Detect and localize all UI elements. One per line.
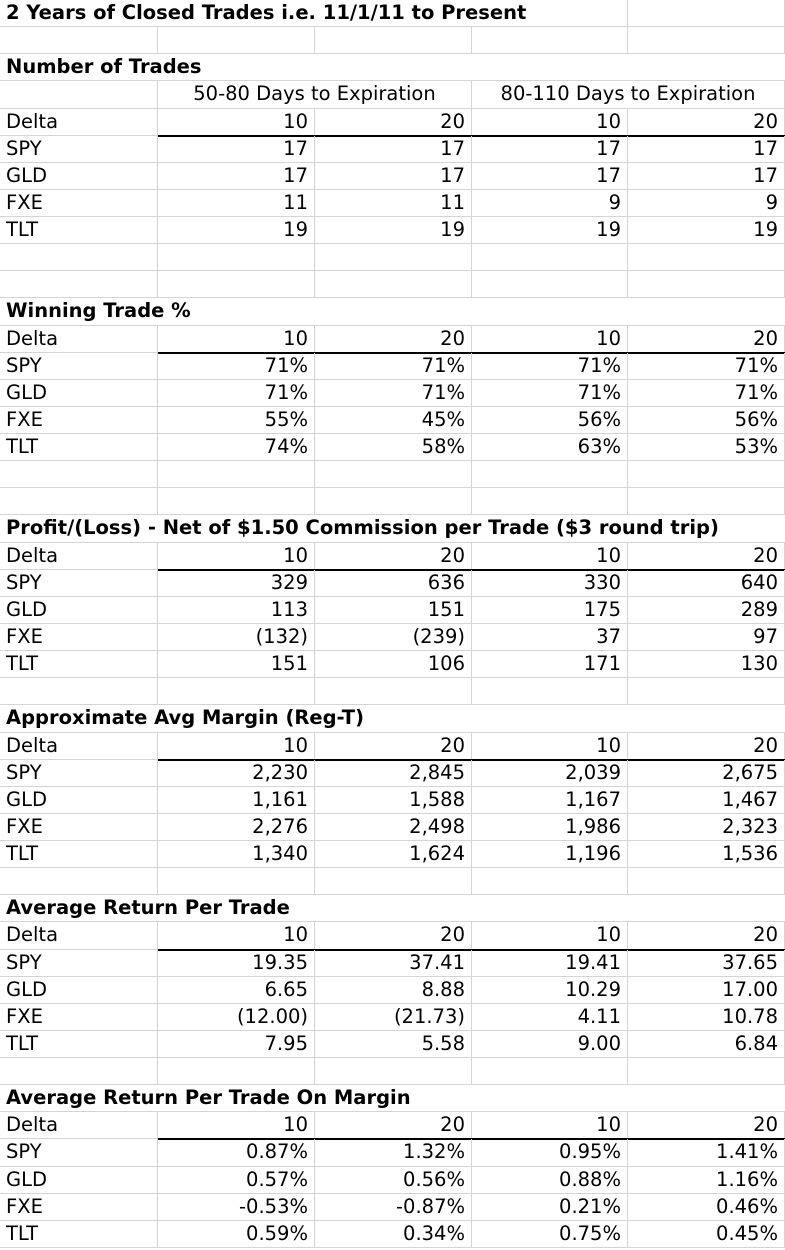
empty-cell[interactable]: [628, 868, 785, 895]
data-cell[interactable]: 1,467: [628, 787, 785, 814]
data-cell[interactable]: 0.46%: [628, 1194, 785, 1221]
data-cell[interactable]: 58%: [315, 434, 472, 461]
sheet-title[interactable]: 2 Years of Closed Trades i.e. 11/1/11 to Present: [0, 0, 628, 27]
data-cell[interactable]: 37.41: [315, 950, 472, 977]
data-cell[interactable]: 130: [628, 651, 785, 678]
ticker-label[interactable]: SPY: [0, 1139, 158, 1167]
ticker-label[interactable]: FXE: [0, 190, 158, 217]
ticker-label[interactable]: SPY: [0, 136, 158, 163]
data-cell[interactable]: 0.87%: [158, 1139, 315, 1167]
data-cell[interactable]: 71%: [628, 353, 785, 380]
data-cell[interactable]: 113: [158, 597, 315, 624]
ticker-label[interactable]: SPY: [0, 353, 158, 380]
data-cell[interactable]: (239): [315, 624, 472, 651]
data-cell[interactable]: 19: [628, 217, 785, 244]
data-cell[interactable]: 10.29: [472, 977, 628, 1004]
empty-cell[interactable]: [472, 868, 628, 895]
data-cell[interactable]: 1,536: [628, 841, 785, 868]
empty-cell[interactable]: [628, 0, 785, 27]
delta-value[interactable]: 20: [315, 922, 472, 950]
data-cell[interactable]: 106: [315, 651, 472, 678]
empty-cell[interactable]: [628, 27, 785, 54]
data-cell[interactable]: 17: [158, 163, 315, 190]
data-cell[interactable]: 0.88%: [472, 1167, 628, 1194]
empty-cell[interactable]: [628, 488, 785, 515]
data-cell[interactable]: 71%: [472, 353, 628, 380]
delta-label[interactable]: Delta: [0, 543, 158, 570]
ticker-label[interactable]: TLT: [0, 1221, 158, 1248]
data-cell[interactable]: 1,588: [315, 787, 472, 814]
data-cell[interactable]: 1,196: [472, 841, 628, 868]
empty-cell[interactable]: [158, 1058, 315, 1085]
data-cell[interactable]: 330: [472, 570, 628, 597]
data-cell[interactable]: 71%: [158, 353, 315, 380]
data-cell[interactable]: 97: [628, 624, 785, 651]
section-title[interactable]: Winning Trade %: [0, 298, 785, 326]
data-cell[interactable]: -0.53%: [158, 1194, 315, 1221]
data-cell[interactable]: 640: [628, 570, 785, 597]
data-cell[interactable]: 17: [158, 136, 315, 163]
data-cell[interactable]: 329: [158, 570, 315, 597]
delta-value[interactable]: 10: [158, 326, 315, 353]
data-cell[interactable]: 45%: [315, 407, 472, 434]
empty-cell[interactable]: [158, 271, 315, 298]
empty-cell[interactable]: [628, 244, 785, 271]
data-cell[interactable]: 17: [628, 163, 785, 190]
empty-cell[interactable]: [472, 271, 628, 298]
empty-cell[interactable]: [315, 461, 472, 488]
data-cell[interactable]: 1.32%: [315, 1139, 472, 1167]
ticker-label[interactable]: FXE: [0, 1194, 158, 1221]
data-cell[interactable]: 151: [315, 597, 472, 624]
empty-cell[interactable]: [158, 244, 315, 271]
ticker-label[interactable]: GLD: [0, 380, 158, 407]
data-cell[interactable]: 5.58: [315, 1031, 472, 1058]
empty-cell[interactable]: [0, 27, 158, 54]
data-cell[interactable]: 151: [158, 651, 315, 678]
data-cell[interactable]: 74%: [158, 434, 315, 461]
delta-value[interactable]: 20: [315, 109, 472, 136]
data-cell[interactable]: 71%: [628, 380, 785, 407]
data-cell[interactable]: 1,986: [472, 814, 628, 841]
data-cell[interactable]: 4.11: [472, 1004, 628, 1031]
data-cell[interactable]: 17: [315, 163, 472, 190]
data-cell[interactable]: 19: [472, 217, 628, 244]
ticker-label[interactable]: GLD: [0, 977, 158, 1004]
empty-cell[interactable]: [315, 488, 472, 515]
delta-value[interactable]: 10: [472, 733, 628, 760]
data-cell[interactable]: 0.34%: [315, 1221, 472, 1248]
data-cell[interactable]: 2,276: [158, 814, 315, 841]
data-cell[interactable]: 17.00: [628, 977, 785, 1004]
delta-value[interactable]: 20: [628, 733, 785, 760]
delta-label[interactable]: Delta: [0, 922, 158, 950]
ticker-label[interactable]: FXE: [0, 624, 158, 651]
ticker-label[interactable]: GLD: [0, 597, 158, 624]
empty-cell[interactable]: [0, 868, 158, 895]
data-cell[interactable]: 0.56%: [315, 1167, 472, 1194]
data-cell[interactable]: 2,323: [628, 814, 785, 841]
data-cell[interactable]: 63%: [472, 434, 628, 461]
ticker-label[interactable]: FXE: [0, 407, 158, 434]
data-cell[interactable]: 1,624: [315, 841, 472, 868]
empty-cell[interactable]: [315, 271, 472, 298]
data-cell[interactable]: 71%: [315, 380, 472, 407]
data-cell[interactable]: 8.88: [315, 977, 472, 1004]
section-title[interactable]: Average Return Per Trade On Margin: [0, 1085, 785, 1112]
delta-value[interactable]: 20: [628, 326, 785, 353]
delta-value[interactable]: 20: [628, 543, 785, 570]
data-cell[interactable]: 9: [628, 190, 785, 217]
delta-value[interactable]: 20: [628, 109, 785, 136]
empty-cell[interactable]: [628, 461, 785, 488]
data-cell[interactable]: 1.41%: [628, 1139, 785, 1167]
delta-value[interactable]: 20: [628, 922, 785, 950]
delta-value[interactable]: 10: [158, 733, 315, 760]
data-cell[interactable]: (12.00): [158, 1004, 315, 1031]
ticker-label[interactable]: TLT: [0, 217, 158, 244]
delta-label[interactable]: Delta: [0, 1112, 158, 1139]
data-cell[interactable]: 7.95: [158, 1031, 315, 1058]
data-cell[interactable]: 9: [472, 190, 628, 217]
data-cell[interactable]: 71%: [315, 353, 472, 380]
empty-cell[interactable]: [0, 678, 158, 705]
ticker-label[interactable]: GLD: [0, 1167, 158, 1194]
data-cell[interactable]: 19.41: [472, 950, 628, 977]
section-title[interactable]: Number of Trades: [0, 54, 785, 81]
section-title[interactable]: Average Return Per Trade: [0, 895, 785, 922]
data-cell[interactable]: 6.65: [158, 977, 315, 1004]
delta-value[interactable]: 10: [472, 1112, 628, 1139]
data-cell[interactable]: 37.65: [628, 950, 785, 977]
group-header[interactable]: 50-80 Days to Expiration: [158, 81, 472, 109]
data-cell[interactable]: 6.84: [628, 1031, 785, 1058]
data-cell[interactable]: 2,845: [315, 760, 472, 787]
data-cell[interactable]: 2,039: [472, 760, 628, 787]
ticker-label[interactable]: SPY: [0, 760, 158, 787]
empty-cell[interactable]: [628, 1058, 785, 1085]
delta-value[interactable]: 10: [158, 922, 315, 950]
data-cell[interactable]: 1.16%: [628, 1167, 785, 1194]
empty-cell[interactable]: [315, 27, 472, 54]
data-cell[interactable]: 175: [472, 597, 628, 624]
group-header[interactable]: 80-110 Days to Expiration: [472, 81, 785, 109]
ticker-label[interactable]: GLD: [0, 787, 158, 814]
empty-cell[interactable]: [0, 1058, 158, 1085]
data-cell[interactable]: 0.59%: [158, 1221, 315, 1248]
data-cell[interactable]: 11: [315, 190, 472, 217]
ticker-label[interactable]: TLT: [0, 651, 158, 678]
section-title[interactable]: Profit/(Loss) - Net of $1.50 Commission per Trade ($3 round trip): [0, 515, 785, 543]
data-cell[interactable]: 53%: [628, 434, 785, 461]
delta-value[interactable]: 10: [472, 109, 628, 136]
data-cell[interactable]: 289: [628, 597, 785, 624]
empty-cell[interactable]: [0, 244, 158, 271]
ticker-label[interactable]: TLT: [0, 841, 158, 868]
delta-value[interactable]: 10: [472, 326, 628, 353]
data-cell[interactable]: 10.78: [628, 1004, 785, 1031]
data-cell[interactable]: 0.95%: [472, 1139, 628, 1167]
empty-cell[interactable]: [158, 461, 315, 488]
data-cell[interactable]: (132): [158, 624, 315, 651]
data-cell[interactable]: 1,161: [158, 787, 315, 814]
empty-cell[interactable]: [158, 488, 315, 515]
empty-cell[interactable]: [315, 868, 472, 895]
data-cell[interactable]: 636: [315, 570, 472, 597]
data-cell[interactable]: 17: [472, 163, 628, 190]
data-cell[interactable]: 0.21%: [472, 1194, 628, 1221]
empty-cell[interactable]: [158, 27, 315, 54]
empty-cell[interactable]: [472, 678, 628, 705]
empty-cell[interactable]: [0, 271, 158, 298]
data-cell[interactable]: 11: [158, 190, 315, 217]
empty-cell[interactable]: [0, 488, 158, 515]
empty-cell[interactable]: [472, 244, 628, 271]
delta-value[interactable]: 10: [158, 543, 315, 570]
data-cell[interactable]: 71%: [472, 380, 628, 407]
delta-value[interactable]: 20: [315, 733, 472, 760]
empty-cell[interactable]: [472, 1058, 628, 1085]
empty-cell[interactable]: [0, 461, 158, 488]
data-cell[interactable]: 17: [315, 136, 472, 163]
data-cell[interactable]: 17: [472, 136, 628, 163]
data-cell[interactable]: 19.35: [158, 950, 315, 977]
empty-cell[interactable]: [158, 678, 315, 705]
empty-cell[interactable]: [315, 244, 472, 271]
data-cell[interactable]: 2,675: [628, 760, 785, 787]
empty-cell[interactable]: [628, 678, 785, 705]
empty-cell[interactable]: [158, 868, 315, 895]
ticker-label[interactable]: SPY: [0, 950, 158, 977]
data-cell[interactable]: 71%: [158, 380, 315, 407]
data-cell[interactable]: 1,340: [158, 841, 315, 868]
data-cell[interactable]: 55%: [158, 407, 315, 434]
delta-value[interactable]: 10: [472, 922, 628, 950]
data-cell[interactable]: 0.57%: [158, 1167, 315, 1194]
data-cell[interactable]: 19: [315, 217, 472, 244]
data-cell[interactable]: 2,230: [158, 760, 315, 787]
empty-cell[interactable]: [628, 271, 785, 298]
delta-label[interactable]: Delta: [0, 326, 158, 353]
data-cell[interactable]: 56%: [628, 407, 785, 434]
empty-cell[interactable]: [315, 678, 472, 705]
empty-cell[interactable]: [472, 461, 628, 488]
empty-cell[interactable]: [0, 81, 158, 109]
delta-label[interactable]: Delta: [0, 733, 158, 760]
data-cell[interactable]: 9.00: [472, 1031, 628, 1058]
data-cell[interactable]: (21.73): [315, 1004, 472, 1031]
ticker-label[interactable]: FXE: [0, 1004, 158, 1031]
delta-value[interactable]: 10: [158, 109, 315, 136]
data-cell[interactable]: 17: [628, 136, 785, 163]
data-cell[interactable]: 171: [472, 651, 628, 678]
empty-cell[interactable]: [472, 27, 628, 54]
ticker-label[interactable]: TLT: [0, 434, 158, 461]
data-cell[interactable]: 2,498: [315, 814, 472, 841]
empty-cell[interactable]: [315, 1058, 472, 1085]
data-cell[interactable]: 37: [472, 624, 628, 651]
data-cell[interactable]: 19: [158, 217, 315, 244]
section-title[interactable]: Approximate Avg Margin (Reg-T): [0, 705, 785, 733]
data-cell[interactable]: 56%: [472, 407, 628, 434]
empty-cell[interactable]: [472, 488, 628, 515]
ticker-label[interactable]: GLD: [0, 163, 158, 190]
delta-value[interactable]: 10: [472, 543, 628, 570]
delta-label[interactable]: Delta: [0, 109, 158, 136]
delta-value[interactable]: 20: [315, 1112, 472, 1139]
delta-value[interactable]: 10: [158, 1112, 315, 1139]
ticker-label[interactable]: TLT: [0, 1031, 158, 1058]
data-cell[interactable]: 0.45%: [628, 1221, 785, 1248]
delta-value[interactable]: 20: [628, 1112, 785, 1139]
delta-value[interactable]: 20: [315, 543, 472, 570]
data-cell[interactable]: 0.75%: [472, 1221, 628, 1248]
ticker-label[interactable]: SPY: [0, 570, 158, 597]
ticker-label[interactable]: FXE: [0, 814, 158, 841]
data-cell[interactable]: 1,167: [472, 787, 628, 814]
delta-value[interactable]: 20: [315, 326, 472, 353]
data-cell[interactable]: -0.87%: [315, 1194, 472, 1221]
